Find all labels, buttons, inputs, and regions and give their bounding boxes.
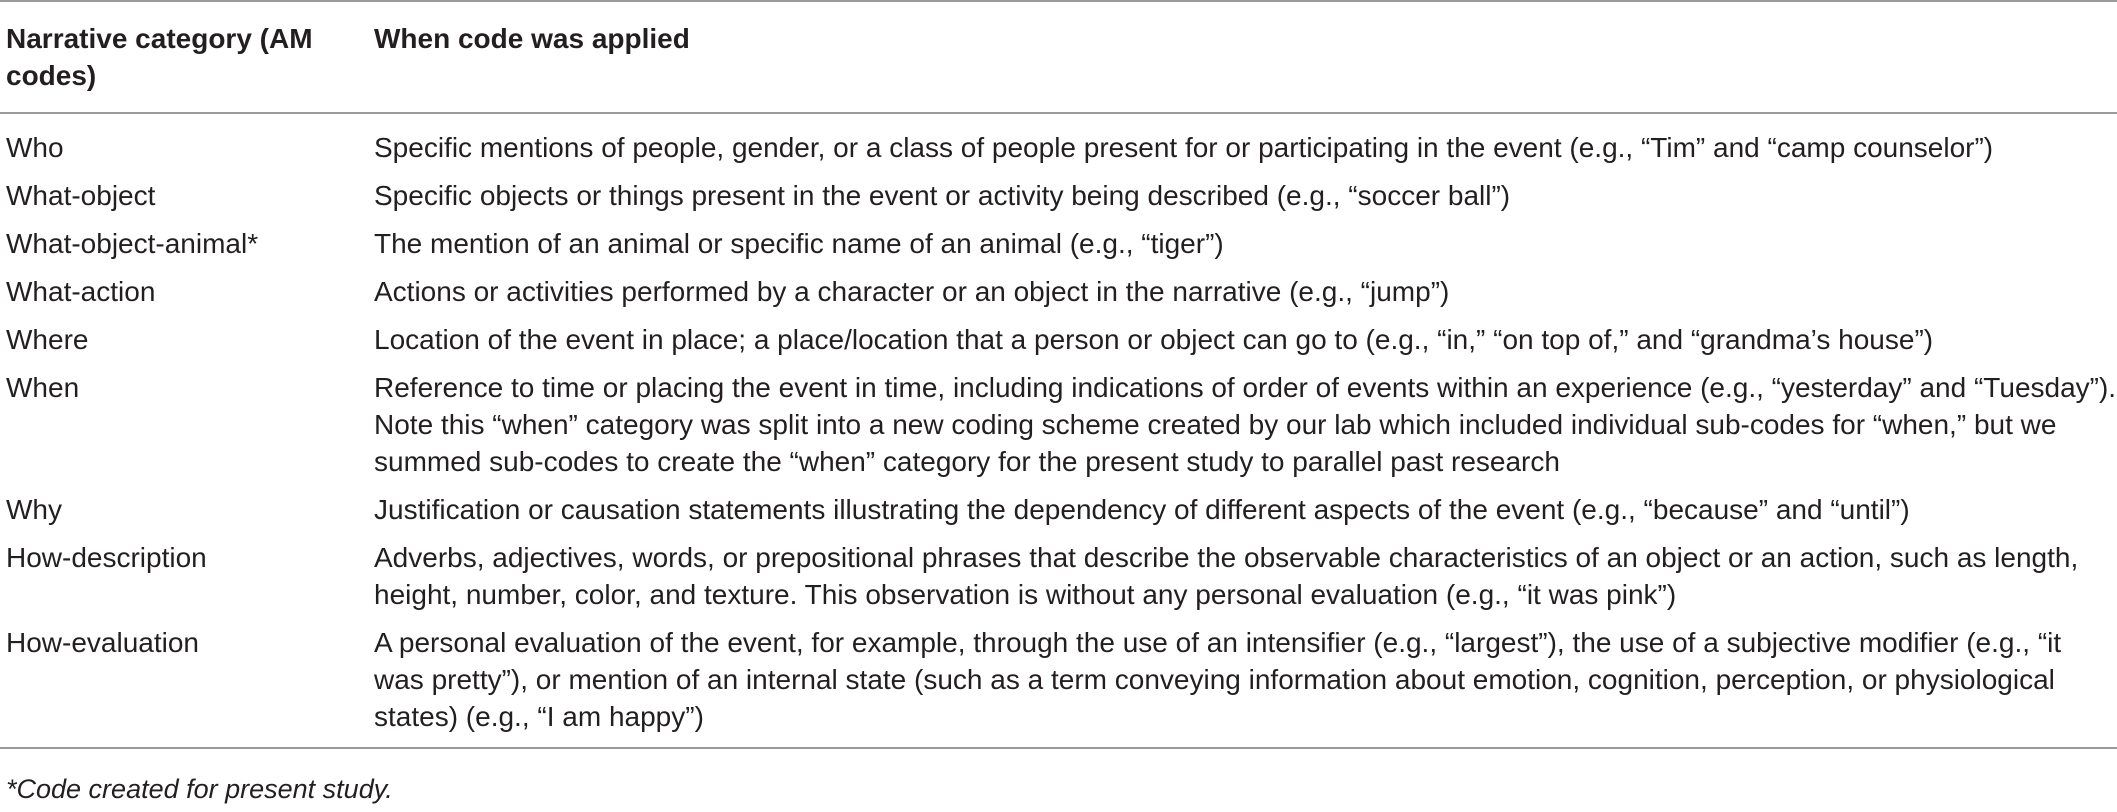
table-row xyxy=(0,534,2117,619)
category-cell: Where xyxy=(6,324,89,355)
table-row xyxy=(0,113,2117,172)
category-cell: When xyxy=(6,372,80,403)
table-row xyxy=(0,268,2117,316)
description-cell: Specific mentions of people, gender, or a class of people present for or participating in the event (e.g., “Tim” and “camp counselor”) xyxy=(374,132,1994,163)
category-cell: Why xyxy=(6,494,62,525)
description-cell: Specific objects or things present in the event or activity being described (e.g., “soccer ball”) xyxy=(374,180,1511,211)
header-when-applied: When code was applied xyxy=(374,23,690,54)
header-category: Narrative category (AM codes) xyxy=(6,23,313,91)
table-footnote: *Code created for present study. xyxy=(6,774,393,804)
table-row xyxy=(0,172,2117,220)
category-cell: What-object-animal* xyxy=(6,228,259,259)
table-row xyxy=(0,364,2117,486)
table-row xyxy=(0,619,2117,748)
description-cell: Location of the event in place; a place/location that a person or object can go to (e.g., “in,” “on top of,” and “grandma’s house”) xyxy=(374,324,1934,355)
category-cell: Who xyxy=(6,132,64,163)
table-body xyxy=(0,113,2117,748)
table-header xyxy=(0,1,2117,113)
table-row xyxy=(0,220,2117,268)
description-cell: Reference to time or placing the event in time, including indications of order of events within an experience (e.g., “yesterday” and “Tuesday”). Note this “when” category was split into a new coding scheme created by our lab which included individual sub-codes for “when,” but we summed sub-codes to create the “when” category for the present study to parallel past research xyxy=(374,372,2117,477)
description-cell: Actions or activities performed by a character or an object in the narrative (e.g., “jump”) xyxy=(374,276,1450,307)
description-cell: Justification or causation statements illustrating the dependency of different aspects of the event (e.g., “because” and “until”) xyxy=(374,494,1910,525)
category-cell: How-evaluation xyxy=(6,627,199,658)
table-row xyxy=(0,486,2117,534)
description-cell: A personal evaluation of the event, for example, through the use of an intensifier (e.g., “largest”), the use of a subjective modifier (e.g., “it was pretty”), or mention of an internal state (such as a term conveying information about emotion, cognition, perception, or physiological states) (e.g., “I am happy”) xyxy=(374,627,2062,732)
header-row xyxy=(0,1,2117,113)
description-cell: Adverbs, adjectives, words, or prepositional phrases that describe the observable characteristics of an object or an action, such as length, height, number, color, and texture. This observation is without any personal evaluation (e.g., “it was pink”) xyxy=(374,542,2079,610)
category-cell: How-description xyxy=(6,542,207,573)
description-cell: The mention of an animal or specific name of an animal (e.g., “tiger”) xyxy=(374,228,1224,259)
category-cell: What-action xyxy=(6,276,156,307)
category-cell: What-object xyxy=(6,180,156,211)
table-row xyxy=(0,316,2117,364)
